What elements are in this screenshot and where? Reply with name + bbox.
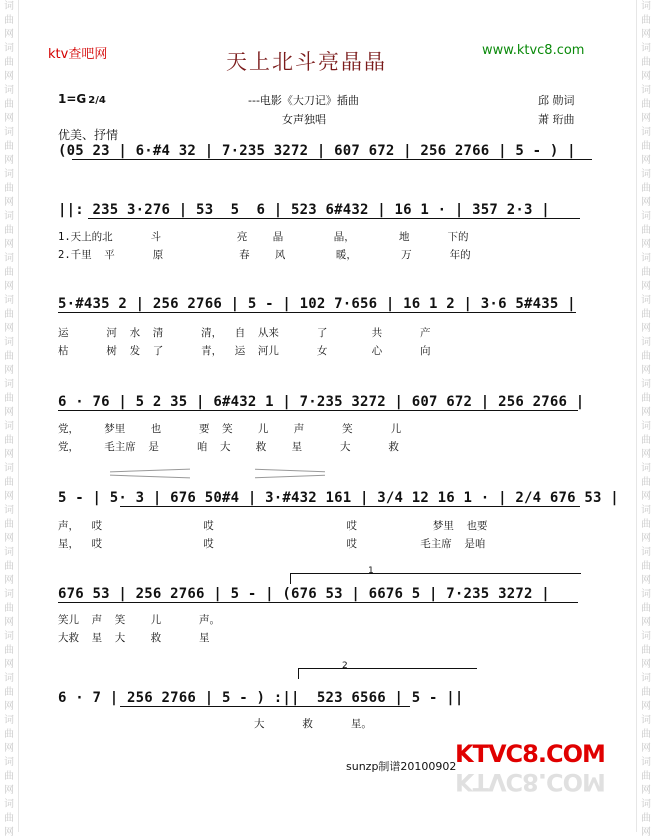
lyric-row-2-verse2: 枯 树 发 了 青， 运 河儿 女 心 向 <box>58 345 431 357</box>
lyric-row-1-verse2: 2.千里 平 原 春 风 暖， 万 年的 <box>58 249 471 261</box>
volta-2-bracket <box>298 668 477 679</box>
composer: 萧 珩曲 <box>538 113 575 126</box>
crescendo-line <box>110 475 190 479</box>
lyric-row-2-verse1: 运 河 水 清 清， 自 从来 了 共 产 <box>58 327 431 339</box>
score-line-5: 5 - | 5· 3 | 676 50#4 | 3·#432 161 | 3/4 12 16 1 · | 2/4 676 53 | <box>58 490 619 506</box>
score-line-1: (05 23 | 6·#4 32 | 7·235 3272 | 607 672 | 256 2766 | 5 - ) | <box>58 143 576 159</box>
site-url: www.ktvc8.com <box>482 43 585 58</box>
site-name: ktv查吧网 <box>48 47 108 62</box>
volta-1-bracket <box>290 573 581 584</box>
lyric-row-3-verse2: 党， 毛主席 是 咱 大 救 星 大 救 <box>58 441 399 453</box>
score-line-2: ||: 235 3·276 | 53 5 6 | 523 6#432 | 16 1 · | 357 2·3 | <box>58 202 550 218</box>
lyric-row-3-verse1: 党， 梦里 也 要 笑 儿 声 笑 儿 <box>58 423 402 435</box>
score-line-3: 5·#435 2 | 256 2766 | 5 - | 102 7·656 | 16 1 2 | 3·6 5#435 | <box>58 296 576 312</box>
beam-line <box>72 159 592 160</box>
key-signature: 1=G 2/4 <box>58 92 106 106</box>
lyric-row-1-verse1: 1.天上的北 斗 亮 晶 晶， 地 下的 <box>58 231 469 243</box>
expression-mark: 优美、抒情 <box>58 128 119 142</box>
beam-line <box>120 506 580 507</box>
lyric-row-5-verse1: 笑儿 声 笑 儿 声。 <box>58 614 221 626</box>
left-edge-line <box>18 0 19 832</box>
score-line-4: 6 · 76 | 5 2 35 | 6#432 1 | 7·235 3272 | 607 672 | 256 2766 | <box>58 394 585 410</box>
credit-note: sunzp制谱20100902 <box>346 760 457 773</box>
beam-line <box>120 706 410 707</box>
decrescendo-line <box>255 475 325 478</box>
lyric-row-4-verse1: 声， 哎 哎 哎 梦里 也要 <box>58 520 488 532</box>
crescendo-line <box>110 469 190 473</box>
beam-line <box>58 602 578 603</box>
lyric-row-6-verse1: 大 救 星。 <box>58 718 372 730</box>
score-line-6: 676 53 | 256 2766 | 5 - | (676 53 | 6676 5 | 7·235 3272 | <box>58 586 550 602</box>
beam-line <box>58 410 578 411</box>
right-edge-line <box>636 0 637 832</box>
score-line-7: 6 · 7 | 256 2766 | 5 - ) :|| 523 6566 | 5 - || <box>58 690 464 706</box>
lyric-row-5-verse2: 大救 星 大 救 星 <box>58 632 210 644</box>
source-note: ---电影《大刀记》插曲 <box>248 94 359 107</box>
song-title: 天上北斗亮晶晶 <box>226 50 387 74</box>
lyricist: 邱 勋词 <box>538 94 575 107</box>
time-signature: 2/4 <box>88 95 106 106</box>
lyric-row-4-verse2: 星， 哎 哎 哎 毛主席 是咱 <box>58 538 486 550</box>
site-logo-reflection: KTVC8.COM <box>455 768 605 796</box>
volta-1-number: 1 <box>368 566 374 576</box>
right-watermark: 词曲网词曲网词曲网词曲网词曲网词曲网词曲网词曲网词曲网词曲网词曲网词曲网词曲网词曲网词曲网词曲网词曲网词曲网词曲网词曲网 <box>641 1 651 838</box>
performance-note: 女声独唱 <box>282 113 326 126</box>
left-watermark: 词曲网词曲网词曲网词曲网词曲网词曲网词曲网词曲网词曲网词曲网词曲网词曲网词曲网词曲网词曲网词曲网词曲网词曲网词曲网词曲网 <box>4 1 14 838</box>
decrescendo-line <box>255 469 325 472</box>
beam-line <box>88 218 580 219</box>
volta-2-number: 2 <box>342 661 348 671</box>
site-logo: KTVC8.COM <box>455 740 605 768</box>
beam-line <box>58 312 576 313</box>
